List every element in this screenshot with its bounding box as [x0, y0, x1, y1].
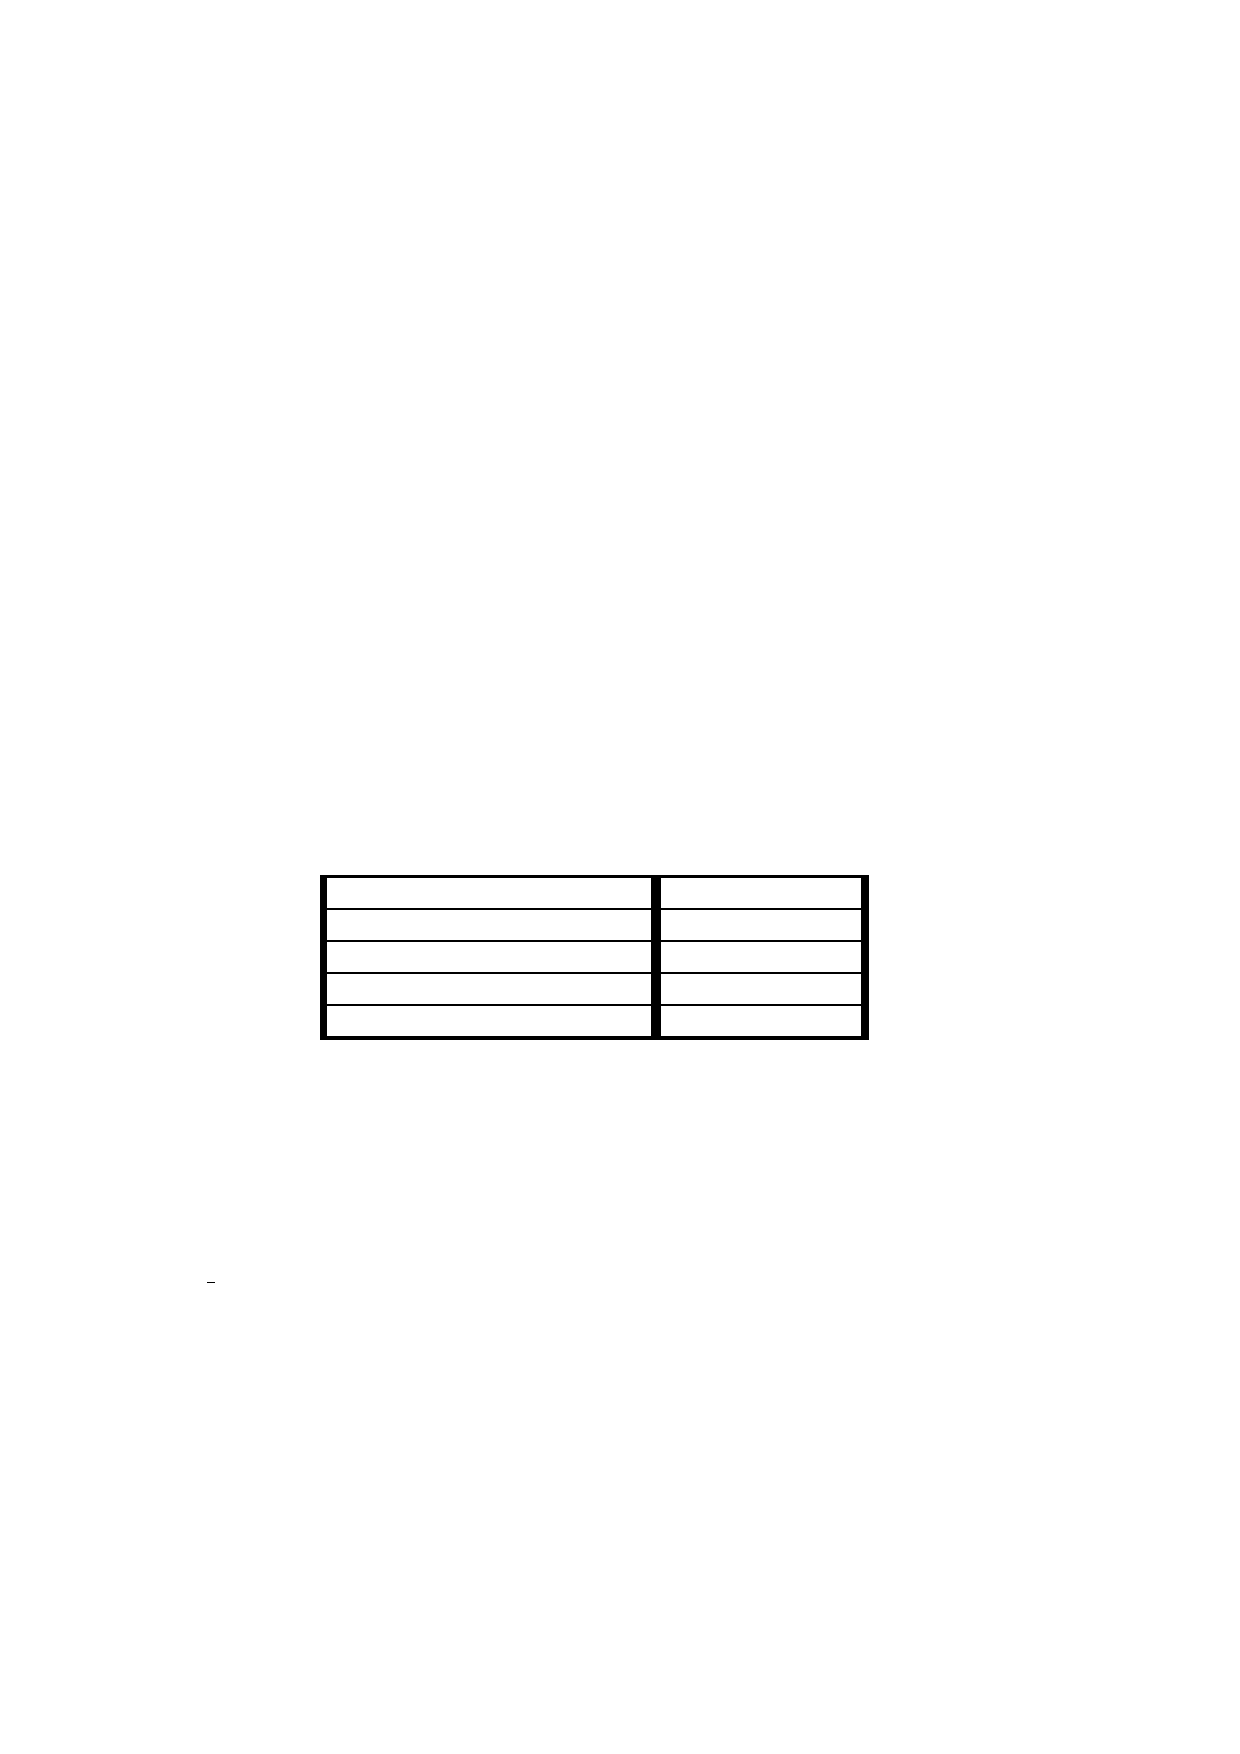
table-cell-score	[656, 941, 865, 973]
table-cell-score	[656, 973, 865, 1005]
table-header-alternative-answer	[324, 877, 657, 910]
table-cell-answer	[324, 973, 657, 1005]
table-cell-score	[656, 1005, 865, 1038]
table-row	[324, 973, 866, 1005]
formula-line	[133, 1281, 1063, 1284]
formula-fraction	[207, 1281, 215, 1284]
table-row	[324, 941, 866, 973]
table-row	[324, 1005, 866, 1038]
table-header-score	[656, 877, 865, 910]
table-cell-score	[656, 909, 865, 941]
table-cell-answer	[324, 941, 657, 973]
table-header-row	[324, 877, 866, 910]
redacted-section-heading	[113, 502, 243, 528]
assessment-score-table	[320, 875, 869, 1040]
formula-numerator	[207, 1281, 215, 1283]
table-cell-answer	[324, 909, 657, 941]
redacted-footer-mark	[113, 1640, 195, 1670]
table-row	[324, 909, 866, 941]
redacted-header-bar	[100, 76, 1008, 110]
formula-expression	[200, 1281, 222, 1284]
table-cell-answer	[324, 1005, 657, 1038]
